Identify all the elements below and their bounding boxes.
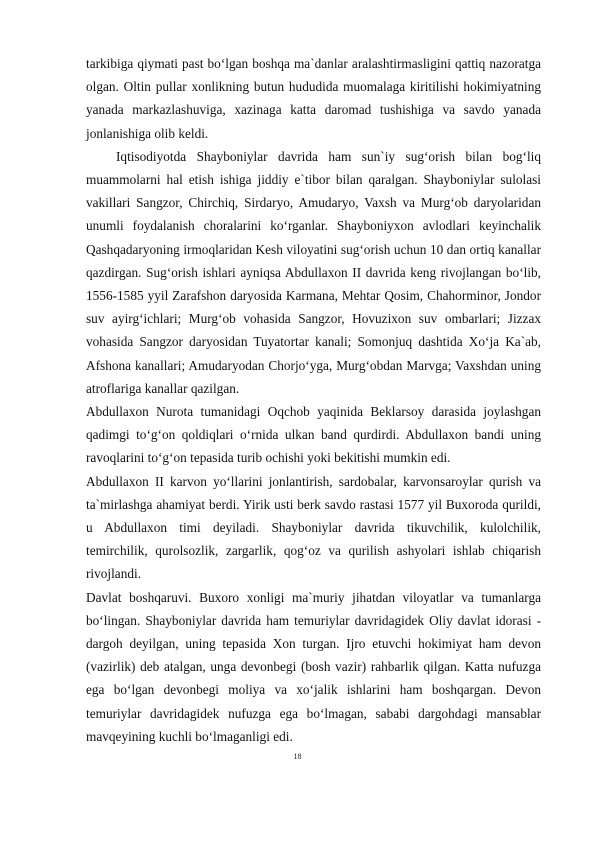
paragraph-2: Iqtisodiyotda Shayboniylar davrida ham sun`iy sug‘orish bilan bog‘liq muammolarni hal etish ishiga jiddiy e`tibor bilan qaralgan. Shayboniylar sulolasi vakillari Sangzor, Chirchiq, Sirdaryo, Amudaryo, Vaxsh va Murg‘ob daryolaridan unumli foydalanish choralarini ko‘rganlar. Shayboniyxon avlodlari keyinchalik Qashqadaryoning irmoqlaridan Kesh viloyatini sug‘orish uchun 10 dan ortiq kanallar qazdirgan. Sug‘orish ishlari ayniqsa Abdullaxon II davrida keng rivojlangan bo‘lib, 1556-1585 yyil Zarafshon daryosida Karmana, Mehtar Qosim, Chahorminor, Jondor suv ayirg‘ichlari; Murg‘ob vohasida Sangzor, Hovuzixon suv ombarlari; Jizzax vohasida Sangzor daryosidan Tuyatortar kanali; Somonjuq dashtida Xo‘ja Ka`ab, Afshona kanallari; Amudaryodan Chorjo‘yga, Murg‘obdan Marvga; Vaxshdan uning atroflariga kanallar qazilgan.: [86, 148, 541, 396]
paragraph-4: Abdullaxon II karvon yo‘llarini jonlantirish, sardobalar, karvonsaroylar qurish va ta`mirlashga ahamiyat berdi. Yirik usti berk savdo rastasi 1577 yil Buxoroda qurildi, u Abdullaxon timi deyiladi. Shayboniylar davrida tikuvchilik, kulolchilik, temirchilik, qurolsozlik, zargarlik, qog‘oz va qurilish ashyolari ishlab chiqarish rivojlandi.: [86, 473, 541, 582]
page-number: 18: [293, 752, 302, 761]
paragraph-1: tarkibiga qiymati past bo‘lgan boshqa ma`danlar aralashtirmasligini qattiq nazoratga olgan. Oltin pullar xonlikning butun hududida muomalaga kiritilishi hokimiyatning yanada markazlashuviga, xazinaga katta daromad tushishiga va savdo yanada jonlanishiga olib keldi.: [86, 56, 541, 141]
document-body: [86, 52, 541, 748]
paragraph-3: Abdullaxon Nurota tumanidagi Oqchob yaqinida Beklarsoy darasida joylashgan qadimgi to‘g‘on qoldiqlari o‘rnida ulkan band qurdirdi. Abdullaxon bandi uning ravoqlarini to‘g‘on tepasida turib ochishi yoki bekitishi mumkin edi.: [86, 404, 541, 466]
paragraph-5: Davlat boshqaruvi. Buxoro xonligi ma`muriy jihatdan viloyatlar va tumanlarga bo‘lingan. Shayboniylar davrida ham temuriylar davridagidek Oliy davlat idorasi - dargoh deyilgan, uning tepasida Xon turgan. Ijro etuvchi hokimiyat ham devon (vazirlik) deb atalgan, unga devonbegi (bosh vazir) rahbarlik qilgan. Katta nufuzga ega bo‘lgan devonbegi moliya va xo‘jalik ishlarini ham boshqargan. Devon temuriylar davridagidek nufuzga ega bo‘lmagan, sababi dargohdagi mansablar mavqeyining kuchli bo‘lmaganligi edi.: [86, 589, 541, 744]
